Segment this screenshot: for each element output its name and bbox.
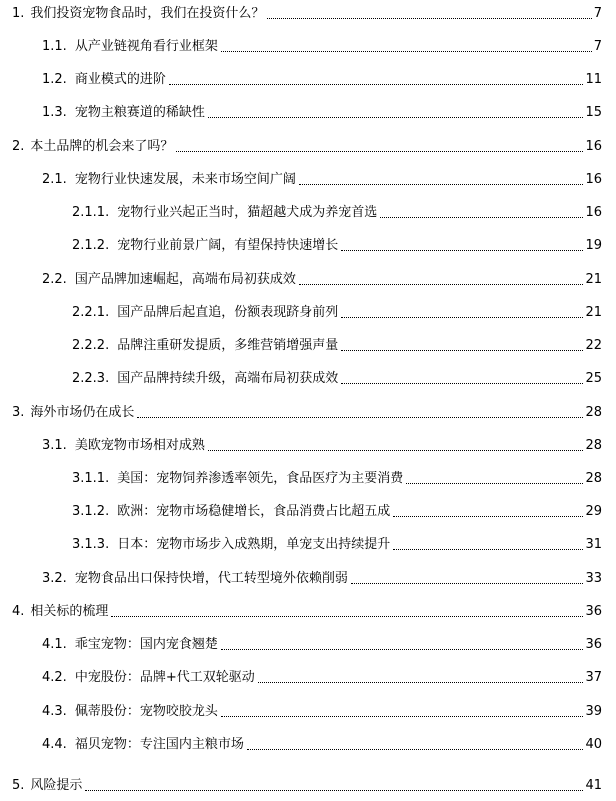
toc-entry[interactable] — [42, 633, 602, 653]
toc-entry[interactable] — [72, 533, 602, 553]
toc-number: 4. — [12, 604, 25, 619]
toc-page-number: 21 — [585, 272, 602, 287]
toc-page-number: 28 — [585, 405, 602, 420]
toc-entry[interactable] — [12, 600, 602, 620]
toc-page-number: 15 — [585, 105, 602, 120]
toc-title: 从产业链视角看行业框架 — [74, 39, 218, 54]
toc-page-number: 40 — [585, 737, 602, 752]
toc-title: 风险提示 — [30, 778, 83, 793]
toc-number: 1.1. — [42, 39, 67, 54]
toc-number: 1.2. — [42, 72, 67, 87]
dot-leader — [341, 383, 583, 384]
toc-number: 2.2.2. — [72, 338, 110, 353]
dot-leader — [267, 18, 591, 19]
toc-page-number: 36 — [585, 637, 602, 652]
dot-leader — [299, 184, 584, 185]
toc-title: 国产品牌持续升级，高端布局初获成效 — [117, 371, 339, 386]
toc-title: 宠物主粮赛道的稀缺性 — [74, 105, 205, 120]
toc-entry[interactable] — [42, 733, 602, 753]
toc-page-number: 16 — [585, 172, 602, 187]
toc-entry[interactable] — [42, 35, 602, 55]
toc-title: 宠物行业前景广阔，有望保持快速增长 — [117, 238, 339, 253]
toc-number: 1.3. — [42, 105, 67, 120]
toc-entry[interactable] — [42, 567, 602, 587]
toc-number: 3.1.3. — [72, 537, 110, 552]
toc-title: 乖宝宠物：国内宠食翘楚 — [74, 637, 218, 652]
toc-entry[interactable] — [42, 700, 602, 720]
toc-page-number: 33 — [585, 571, 602, 586]
toc-entry[interactable] — [72, 500, 602, 520]
dot-leader — [221, 51, 592, 52]
dot-leader — [85, 790, 583, 791]
dot-leader — [341, 350, 583, 351]
toc-number: 3.1.1. — [72, 471, 110, 486]
toc-number: 4.4. — [42, 737, 67, 752]
toc-title: 宠物行业快速发展，未来市场空间广阔 — [74, 172, 296, 187]
dot-leader — [299, 284, 584, 285]
dot-leader — [221, 649, 584, 650]
toc-page-number: 21 — [585, 305, 602, 320]
toc-title: 欧洲：宠物市场稳健增长，食品消费占比超五成 — [117, 504, 391, 519]
toc-title: 品牌注重研发提质，多维营销增强声量 — [117, 338, 339, 353]
toc-page-number: 11 — [585, 72, 602, 87]
toc-number: 2.2.1. — [72, 305, 110, 320]
toc-page-number: 7 — [593, 39, 602, 54]
toc-entry[interactable] — [42, 168, 602, 188]
toc-number: 5. — [12, 778, 25, 793]
dot-leader — [341, 250, 583, 251]
dot-leader — [169, 84, 584, 85]
toc-entry[interactable] — [42, 434, 602, 454]
toc-entry[interactable] — [42, 68, 602, 88]
toc-page-number: 39 — [585, 704, 602, 719]
toc-title: 宠物行业兴起正当时，猫超越犬成为养宠首选 — [117, 205, 378, 220]
toc-page-number: 37 — [585, 670, 602, 685]
toc-number: 3.2. — [42, 571, 67, 586]
dot-leader — [221, 716, 584, 717]
toc-entry[interactable] — [12, 774, 602, 794]
dot-leader — [341, 317, 583, 318]
toc-entry[interactable] — [72, 234, 602, 254]
toc-number: 3.1.2. — [72, 504, 110, 519]
toc-entry[interactable] — [72, 467, 602, 487]
toc-page-number: 16 — [585, 139, 602, 154]
dot-leader — [393, 516, 583, 517]
toc-title: 本土品牌的机会来了吗？ — [30, 139, 174, 154]
toc-page-number: 25 — [585, 371, 602, 386]
toc-title: 商业模式的进阶 — [74, 72, 166, 87]
toc-title: 美国：宠物饲养渗透率领先，食品医疗为主要消费 — [117, 471, 404, 486]
toc-entry[interactable] — [72, 301, 602, 321]
toc-number: 4.2. — [42, 670, 67, 685]
toc-number: 2.2. — [42, 272, 67, 287]
toc-entry[interactable] — [42, 101, 602, 121]
dot-leader — [380, 217, 583, 218]
toc-page-number: 22 — [585, 338, 602, 353]
toc-entry[interactable] — [72, 367, 602, 387]
toc-title: 我们投资宠物食品时，我们在投资什么？ — [30, 6, 265, 21]
toc-title: 相关标的梳理 — [30, 604, 109, 619]
toc-entry[interactable] — [12, 135, 602, 155]
toc-title: 中宠股份：品牌+代工双轮驱动 — [74, 670, 255, 685]
toc-title: 福贝宠物：专注国内主粮市场 — [74, 737, 244, 752]
toc-number: 3.1. — [42, 438, 67, 453]
toc-page-number: 28 — [585, 438, 602, 453]
toc-number: 3. — [12, 405, 25, 420]
dot-leader — [208, 450, 584, 451]
toc-title: 佩蒂股份：宠物咬胶龙头 — [74, 704, 218, 719]
toc-entry[interactable] — [12, 2, 602, 22]
toc-page-number: 28 — [585, 471, 602, 486]
dot-leader — [247, 749, 584, 750]
toc-title: 海外市场仍在成长 — [30, 405, 135, 420]
toc-page-number: 41 — [585, 778, 602, 793]
toc-number: 2.1. — [42, 172, 67, 187]
toc-page-number: 31 — [585, 537, 602, 552]
dot-leader — [351, 583, 584, 584]
toc-entry[interactable] — [72, 334, 602, 354]
dot-leader — [176, 151, 583, 152]
toc-page-number: 29 — [585, 504, 602, 519]
toc-number: 4.1. — [42, 637, 67, 652]
toc-page-number: 36 — [585, 604, 602, 619]
dot-leader — [406, 483, 583, 484]
toc-number: 2.1.1. — [72, 205, 110, 220]
toc-number: 2.1.2. — [72, 238, 110, 253]
toc-number: 2.2.3. — [72, 371, 110, 386]
toc-number: 1. — [12, 6, 25, 21]
toc-title: 国产品牌加速崛起，高端布局初获成效 — [74, 272, 296, 287]
toc-title: 宠物食品出口保持快增，代工转型境外依赖削弱 — [74, 571, 348, 586]
dot-leader — [393, 549, 583, 550]
dot-leader — [137, 417, 583, 418]
toc-title: 国产品牌后起直追，份额表现跻身前列 — [117, 305, 339, 320]
dot-leader — [208, 117, 584, 118]
toc-entry[interactable] — [72, 201, 602, 221]
dot-leader — [111, 616, 583, 617]
toc-entry[interactable] — [42, 666, 602, 686]
toc-number: 4.3. — [42, 704, 67, 719]
dot-leader — [258, 682, 584, 683]
toc-title: 美欧宠物市场相对成熟 — [74, 438, 205, 453]
toc-entry[interactable] — [12, 401, 602, 421]
toc-page-number: 16 — [585, 205, 602, 220]
toc-number: 2. — [12, 139, 25, 154]
toc-entry[interactable] — [42, 268, 602, 288]
toc-title: 日本：宠物市场步入成熟期，单宠支出持续提升 — [117, 537, 391, 552]
toc-page-number: 19 — [585, 238, 602, 253]
toc-page-number: 7 — [593, 6, 602, 21]
